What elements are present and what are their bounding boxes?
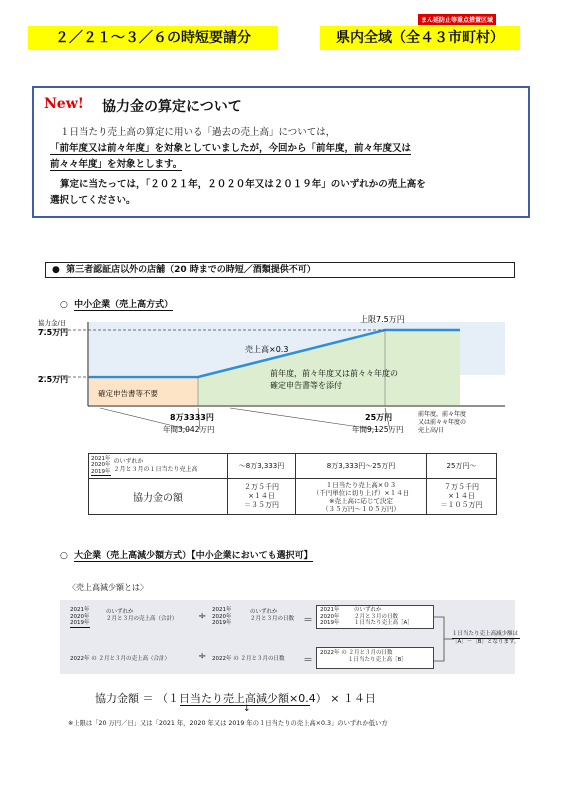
r1b-year-2021: 2021年 [212,607,232,613]
down-arrow-icon: ↓ [243,704,251,714]
row2-left [70,654,170,662]
side-note-1: １日当たり売上高減少額は [452,631,519,637]
year-2021: 2021年 [91,455,111,462]
notice-line-1: １日当たり売上高の算定に用いる「過去の売上高」については， [60,127,336,138]
area-badge: まん延防止等重点措置区域 [418,14,496,25]
row1-desc [106,609,178,623]
bracket [434,616,454,662]
eq-2: ＝ [303,655,313,666]
notice-line-2 [50,141,520,156]
footnote: ※上限は「20 万円／日」又は「2021 年，2020 年又は 2019 年の１日当たりの売上高×0.3」のいずれか低い方 [68,720,388,727]
eq-1: ＝ [303,615,313,626]
period-title: ２／２１～３／６の時短要請分 [28,26,278,50]
y-bottom-label: 2.5万円 [38,375,69,384]
r1c-year-2020: 2020年 [320,613,340,620]
cell-1 [228,479,296,515]
r1b-days: ２月と３月の日数 [250,616,295,622]
year-list [91,456,111,477]
cell-3 [427,479,497,515]
sme-chart [0,310,565,450]
div-1: ÷ [198,611,207,622]
cell-2-l3: ※売上高に応じて決定 [329,496,393,505]
flat-label: 確定申告書等不要 [98,389,158,398]
col-header-3: 25万円～ [427,454,497,479]
r1b-either: のいずれか [250,609,278,615]
section-title: 第三者認証店以外の店舗（20 時までの時短／酒類提供不可） [66,265,316,275]
region-label-2: 確定申告書等を添付 [270,381,342,390]
r1-year-2021: 2021年 [70,607,90,613]
cell-3-l3: ＝１０５万円 [440,501,483,509]
result-a: １日当たり売上高［A］ [354,620,413,626]
y-top-label: 7.5万円 [38,328,69,337]
section-title-bar [45,262,515,278]
circle-icon-2: ○ [60,551,75,561]
bullet-icon: ● [52,265,67,275]
notice-line-3-text: 前々々年度」を対象とします。 [50,159,183,170]
slope-label: 売上高×0.3 [245,345,289,354]
r2-total: ２月と３月の売上高（合計） [98,656,171,662]
side-note-2: ［A］－［B］となります。 [452,639,520,645]
circle-icon: ○ [60,300,75,310]
div-2: ÷ [198,651,207,662]
r2r-year: 2022年 の [320,650,347,656]
side-note [452,631,520,646]
r1-year-2020: 2020年 [70,613,90,620]
cell-2-l2: （千円単位に切り上げ）×１４日 [312,488,410,497]
result-b: １日当たり売上高［B］ [348,657,407,663]
r2-year: 2022年 の [70,656,97,662]
tick2-main: 25万円 [365,413,393,422]
row1-years [70,607,90,628]
notice-line-2-text: 「前年度又は前々年度」を対象としていましたが，今回から「前年度，前々年度又は [50,143,412,154]
r2r-line1 [320,650,407,657]
r1c-days: ２月と３月の日数 [354,613,399,620]
sme-title [60,297,173,310]
year-2020: 2020年 [91,462,111,469]
r1c-year-2019: 2019年 [320,620,340,626]
cell-2-l4: （３５万円～１０５万円） [322,504,400,513]
notice-title: 協力金の算定について [102,99,242,115]
cell-1-l2: ×１４日 [248,492,275,500]
row-label: 協力金の額 [89,479,228,515]
row2-result [320,650,407,664]
formula: 協力金額 ＝ （１日当たり売上高減少額×0.4） × １４日 [95,692,376,705]
r1b-year-2019: 2019年 [212,620,232,626]
notice-line-5: 選択してください。 [50,195,136,206]
new-label: New! [44,96,84,112]
r1-either: のいずれか [106,609,134,615]
cell-3-l2: ×１４日 [448,492,475,500]
r1-year-2019: 2019年 [70,620,90,626]
year-desc-1: のいずれか [113,458,144,465]
year-header-cell [89,454,228,479]
x-note-2: 又は前々々年度の [418,419,467,426]
large-title-text: 大企業（売上高減少額方式）【中小企業においても選択可】 [74,551,313,561]
col-header-2: 8万3,333円～25万円 [296,454,427,479]
region-label-1: 前年度，前々年度又は前々々年度の [270,369,398,378]
tick1-main: 8万3333円 [170,413,214,422]
x-note-3: 売上高/日 [418,427,445,434]
area-title: 県内全域（全４３市町村） [320,26,520,50]
r1b-year-2020: 2020年 [212,613,232,620]
cap-label: 上限7.5万円 [360,315,405,324]
tick1-sub: 年間3,042万円 [163,425,215,434]
r1c-either: のいずれか [354,607,382,613]
year-desc [111,458,198,474]
row1-years-b [212,607,232,627]
row2-mid [212,654,285,662]
r2m-days: ２月と３月の日数 [240,656,285,662]
cell-2-l1: １日当たり売上高×０３ [325,480,397,489]
r1c-year-2021: 2021年 [320,607,340,613]
x-note-1: 前年度，前々年度 [418,411,467,418]
cell-2 [296,479,427,515]
r2r-days: ２月と３月の日数 [348,650,393,656]
r2m-year: 2022年 の [212,656,239,662]
sme-title-text: 中小企業（売上高方式） [74,300,174,310]
large-subtitle: 〈売上高減少額とは〉 [68,583,148,592]
cell-1-l3: ＝３５万円 [244,501,279,509]
col-header-1: ～8万3,333円 [228,454,296,479]
cell-3-l1: ７万５千円 [444,483,479,491]
y-axis-label: 協力金/日 [38,319,67,327]
year-desc-2: ２月と３月の１日当たり売上高 [113,466,198,473]
row1-desc-c [354,607,413,627]
tick2-sub: 年間9,125万円 [352,425,404,434]
year-2019: 2019年 [91,468,111,475]
notice-line-4: 算定に当たっては，「２０２１年，２０２０年又は２０１９年」のいずれかの売上高を [60,179,426,190]
large-title [60,548,313,561]
row1-years-c [320,607,340,627]
r1-total: ２月と３月の売上高（合計） [106,616,178,622]
row1-desc-b [250,609,294,623]
cell-1-l1: ２万５千円 [244,483,279,491]
notice-line-3 [50,157,520,172]
payment-table [88,453,497,515]
